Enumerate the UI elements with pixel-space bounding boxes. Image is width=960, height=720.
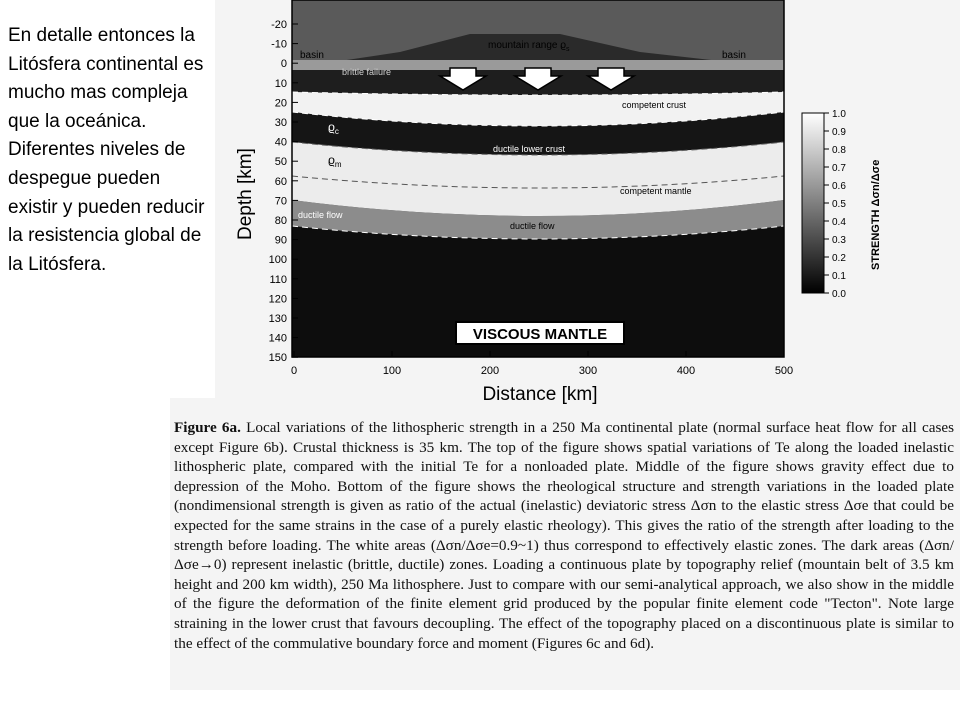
colorbar-tick-label: 0.2 (832, 253, 846, 264)
y-tick-label: 20 (274, 97, 287, 110)
brittle-failure-label: brittle failure (342, 67, 392, 77)
x-tick-label: 100 (382, 365, 402, 377)
y-tick-label: 150 (268, 352, 287, 365)
rho-c-symbol: ϱ (328, 120, 335, 134)
colorbar-tick-label: 0.8 (832, 145, 846, 156)
y-tick-label: 30 (274, 117, 287, 129)
colorbar-title: STRENGTH Δσn/Δσe (870, 159, 882, 270)
y-tick-label: 100 (268, 254, 287, 267)
y-tick-label: -10 (271, 38, 287, 51)
mountain-range-sub: s (566, 46, 570, 53)
y-tick-label: 110 (269, 273, 287, 286)
competent-crust-label: competent crust (622, 100, 687, 110)
competent-mantle-label: competent mantle (620, 186, 692, 196)
y-tick-label: -20 (271, 19, 287, 31)
colorbar-tick-label: 0.7 (832, 163, 846, 174)
x-tick-label: 300 (578, 365, 598, 377)
y-tick-label: 40 (274, 136, 287, 149)
viscous-mantle-label: VISCOUS MANTLE (472, 326, 608, 343)
colorbar-tick-label: 0.0 (832, 289, 846, 300)
y-tick-label: 130 (268, 313, 287, 325)
spanish-note-box (0, 0, 215, 398)
ductile-flow-left-label: ductile flow (298, 210, 343, 220)
y-tick-label: 80 (274, 215, 287, 227)
figure-caption (174, 418, 954, 653)
x-tick-label: 200 (480, 365, 500, 377)
y-tick-label: 0 (280, 58, 287, 71)
y-tick-label: 10 (274, 77, 287, 90)
mountain-range-text: mountain range ϱ (488, 40, 566, 51)
colorbar-ticks (824, 109, 846, 300)
x-tick-label: 0 (290, 365, 298, 377)
y-tick-label: 50 (274, 156, 287, 169)
rho-m-sub: m (334, 160, 342, 169)
colorbar-tick-label: 0.6 (832, 181, 846, 192)
note-text: En detalle entonces la Litósfera continental es mucho mas compleja que la oceánica. Diferentes niveles de despegue pueden existir y pueden reducir la resistencia global de la Litósfera. (8, 25, 205, 275)
colorbar-tick-label: 0.4 (832, 217, 846, 228)
y-tick-label: 120 (268, 293, 287, 306)
caption-text: Local variations of the lithospheric strength in a 250 Ma continental plate (normal surface heat flow for all cases except Figure 6b). Crustal thickness is 35 km. The top of the figure shows spatial variations of Te along the loaded inelastic lithospheric plate, compared with the initial Te for a nonloaded plate. Middle of the figure shows gravity effect due to depression of the Moho. Bottom of the figure shows the rheological structure and strength variations in the loaded plate (nondimensional strength is given as ratio of the actual (inelastic) deviatoric stress Δσn to the elastic stress Δσe that could be expected for the same strains in the case of a purely elastic rheology). This gives the ratio of the strength after loading to the strength before loading. The white areas (Δσn/Δσe=0.9~1) thus correspond to effectively elastic zones. The dark areas (Δσn/Δσe→0) represent inelastic (brittle, ductile) zones. Loading a continuous plate by topography relief (mountain belt of 3.5 km height and 200 km width), 250 Ma lithosphere. Just to compare with our semi-analytical approach, we also show in the middle of the figure the deformation of the finite element grid produced by the popular finite element code "Tecton". Note large straining in the lower crust that favours decoupling. The effect of the topography placed on a discontinuous plate is similar to the effect of the commulative boundary force and moment (Figures 6c and 6d). (174, 419, 955, 652)
load-arrows (440, 68, 634, 90)
basin-right-label: basin (722, 50, 746, 61)
colorbar-tick-label: 0.3 (832, 235, 846, 246)
y-tick-label: 140 (268, 332, 287, 345)
y-axis-title: Depth [km] (235, 148, 256, 240)
ductile-flow-center-label: ductile flow (510, 221, 555, 231)
colorbar-tick-label: 0.1 (832, 271, 846, 282)
colorbar-tick-label: 1.0 (832, 109, 846, 120)
x-tick-label: 400 (676, 365, 696, 377)
y-tick-label: 60 (274, 175, 287, 188)
ductile-lower-crust-label: ductile lower crust (493, 144, 566, 154)
colorbar-tick-label: 0.9 (832, 127, 846, 138)
y-tick-label: 70 (274, 195, 287, 208)
rho-m-symbol: ϱ (328, 153, 335, 167)
x-tick-label: 500 (774, 365, 794, 377)
strength-figure (220, 0, 960, 412)
caption-label: Figure 6a. (174, 419, 241, 436)
rho-c-sub: c (334, 127, 339, 136)
colorbar (802, 113, 824, 293)
x-axis-title: Distance [km] (482, 384, 598, 405)
colorbar-tick-label: 0.5 (832, 199, 846, 210)
basin-left-label: basin (300, 50, 324, 61)
y-tick-label: 90 (274, 234, 287, 247)
